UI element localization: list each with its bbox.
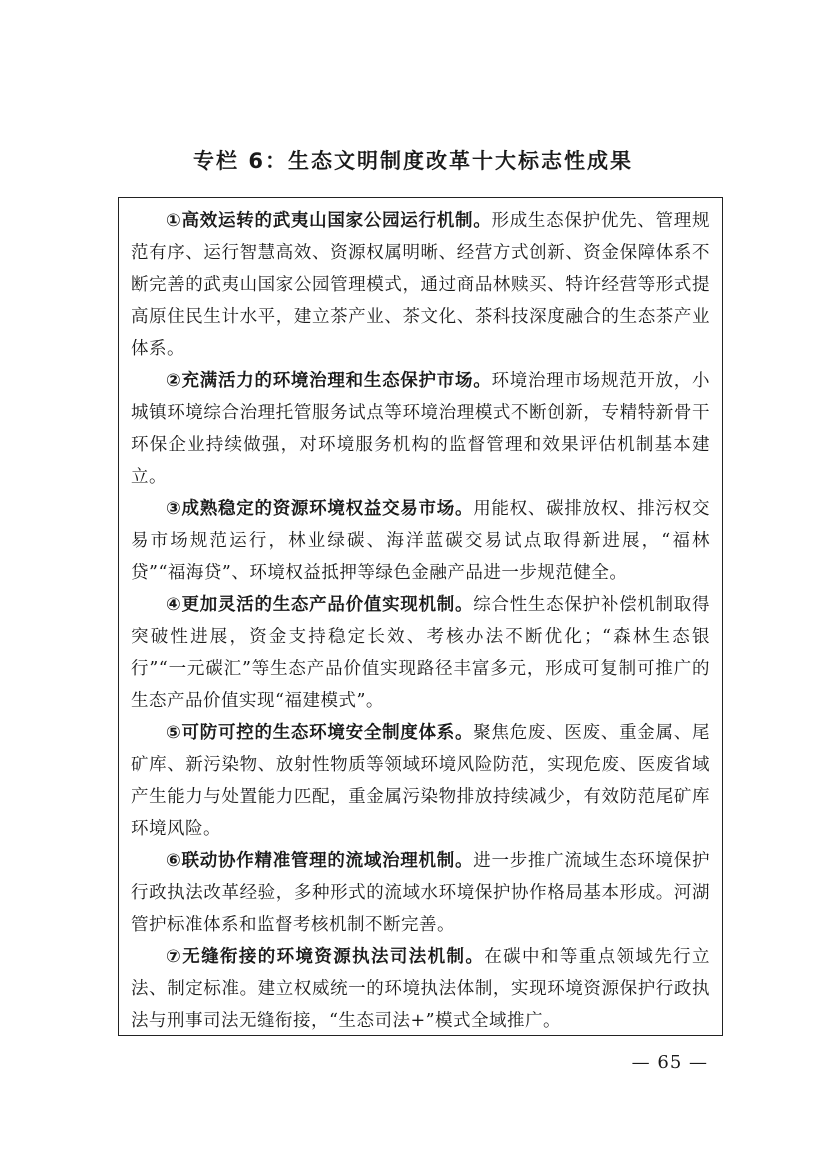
item-heading: ③成熟稳定的资源环境权益交易市场。 bbox=[166, 499, 474, 519]
item-paragraph bbox=[131, 365, 710, 493]
item-body: 形成生态保护优先、管理规范有序、运行智慧高效、资源权属明晰、经营方式创新、资金保障体系不断完善的武夷山国家公园管理模式，通过商品林赎买、特许经营等形式提高原住民生计水平，建立茶产业、茶文化、茶科技深度融合的生态茶产业体系。 bbox=[131, 211, 710, 359]
item-body: 用能权、碳排放权、排污权交易市场规范运行，林业绿碳、海洋蓝碳交易试点取得新进展，“福林贷”“福海贷”、环境权益抵押等绿色金融产品进一步规范健全。 bbox=[131, 499, 710, 583]
item-heading: ④更加灵活的生态产品价值实现机制。 bbox=[166, 595, 474, 615]
page-number: — 65 — bbox=[631, 1052, 708, 1073]
item-heading: ⑥联动协作精准管理的流域治理机制。 bbox=[166, 851, 474, 871]
item-paragraph bbox=[131, 845, 710, 941]
item-paragraph bbox=[131, 493, 710, 589]
item-heading: ②充满活力的环境治理和生态保护市场。 bbox=[166, 371, 492, 391]
item-heading: ⑤可防可控的生态环境安全制度体系。 bbox=[166, 723, 474, 743]
item-body: 聚焦危废、医废、重金属、尾矿库、新污染物、放射性物质等领域环境风险防范，实现危废、医废省域产生能力与处置能力匹配，重金属污染物排放持续减少，有效防范尾矿库环境风险。 bbox=[131, 723, 710, 839]
page-title: 专栏 6：生态文明制度改革十大标志性成果 bbox=[193, 149, 633, 173]
item-body: 综合性生态保护补偿机制取得突破性进展，资金支持稳定长效、考核办法不断优化；“森林生态银行”“一元碳汇”等生态产品价值实现路径丰富多元，形成可复制可推广的生态产品价值实现“福建模式”。 bbox=[131, 595, 710, 711]
item-heading: ①高效运转的武夷山国家公园运行机制。 bbox=[166, 211, 492, 231]
item-paragraph bbox=[131, 717, 710, 845]
item-heading: ⑦无缝衔接的环境资源执法司法机制。 bbox=[166, 947, 485, 967]
item-body: 在碳中和等重点领域先行立法、制定标准。建立权威统一的环境执法体制，实现环境资源保护行政执法与刑事司法无缝衔接，“生态司法+”模式全域推广。 bbox=[131, 947, 710, 1031]
item-paragraph bbox=[131, 589, 710, 717]
item-paragraph bbox=[131, 205, 710, 365]
item-paragraph bbox=[131, 941, 710, 1037]
item-body: 环境治理市场规范开放，小城镇环境综合治理托管服务试点等环境治理模式不断创新，专精特新骨干环保企业持续做强，对环境服务机构的监督管理和效果评估机制基本建立。 bbox=[131, 371, 710, 487]
column-box bbox=[118, 197, 723, 1036]
item-body: 进一步推广流域生态环境保护行政执法改革经验，多种形式的流域水环境保护协作格局基本形成。河湖管护标准体系和监督考核机制不断完善。 bbox=[131, 851, 710, 935]
